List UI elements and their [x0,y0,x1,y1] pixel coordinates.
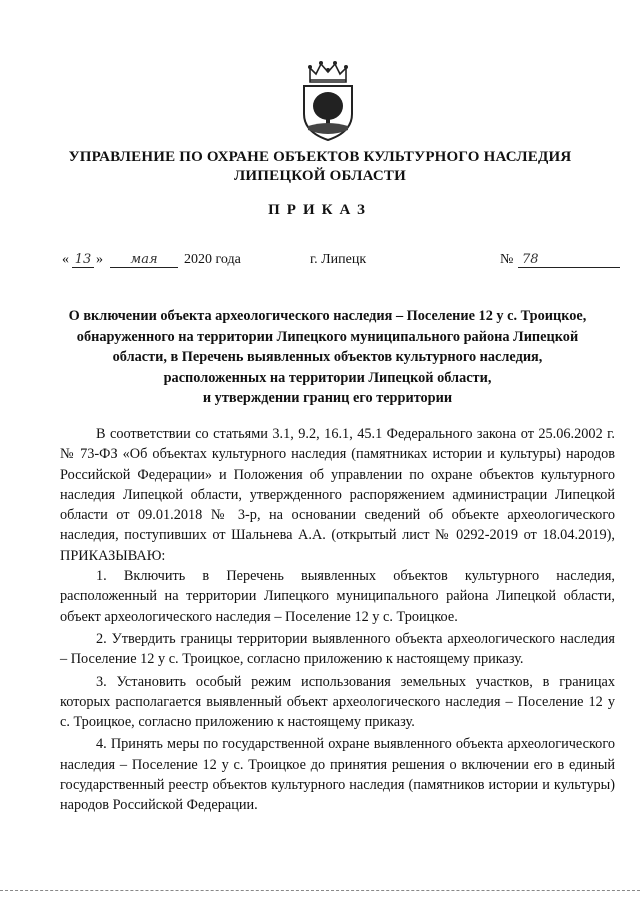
org-line-2: ЛИПЕЦКОЙ ОБЛАСТИ [234,168,406,184]
title-line-5: и утверждении границ его территории [202,390,453,406]
month-value: мая [110,252,178,268]
page-bottom-edge [0,890,640,891]
date-month [110,252,178,268]
date-day [72,252,94,268]
title-line-1: О включении объекта археологического наследия – Поселение 12 у с. Троицкое, [68,308,587,324]
coat-of-arms-icon [296,60,360,142]
order-number [518,252,620,268]
date-quote-open: « [62,252,69,267]
document-type: ПРИКАЗ [268,202,372,218]
date-line [62,252,622,274]
item-2-paragraph: 2. Утвердить границы территории выявленного объекта археологического наследия – Поселение 12 у с. Троицкое, согласно приложению к настоящему приказу. [60,630,615,668]
title-line-2: обнаруженного на территории Липецкого муниципального района Липецкой [76,328,579,345]
item-4-paragraph: 4. Принять меры по государственной охране выявленного объекта археологического наследия – Поселение 12 у с. Троицкое до принятия решения о включении его в единый государственный реестр объектов культурного наследия (памятников истории и культуры) народов Российской Федерации. [60,736,615,814]
org-line-1: УПРАВЛЕНИЕ ПО ОХРАНЕ ОБЪЕКТОВ КУЛЬТУРНОГО НАСЛЕДИЯ [68,149,572,165]
title-line-3: области, в Перечень выявленных объектов культурного наследия, [112,349,543,365]
preamble-paragraph: В соответствии со статьями 3.1, 9.2, 16.1, 45.1 Федерального закона от 25.06.2002 г. № 73-ФЗ «Об объектах культурного наследия (памятниках истории и культуры) народов Российской Федерации» и Положения об управлении по охране объектов культурного наследия Липецкой области, утвержденного распоряжением администрации Липецкой области от 09.01.2018 № 3-р, на основании сведений об объекте археологического наследия, поступивших от Шальнева А.А. (открытый лист № 0292-2019 от 18.04.2019), ПРИКАЗЫВАЮ: [60,426,615,564]
title-line-4: расположенных на территории Липецкой области, [163,369,492,386]
order-body [60,424,615,816]
number-label: № [500,252,514,267]
date-year: 2020 года [184,252,241,267]
order-title [60,306,595,409]
day-value: 13 [72,252,94,268]
city: г. Липецк [310,252,367,267]
item-1-paragraph: 1. Включить в Перечень выявленных объектов культурного наследия, расположенный на территории Липецкого муниципального района Липецкой области, объект археологического наследия – Поселение 12 у с. Троицкое. [60,568,615,625]
item-3-paragraph: 3. Установить особый режим использования земельных участков, в границах которых располагается выявленный объект археологического наследия – Поселение 12 у с. Троицкое, согласно приложению к настоящему приказу. [60,673,615,731]
organization-name [40,148,600,186]
date-quote-close: » [96,252,103,267]
number-value: 78 [518,252,620,268]
